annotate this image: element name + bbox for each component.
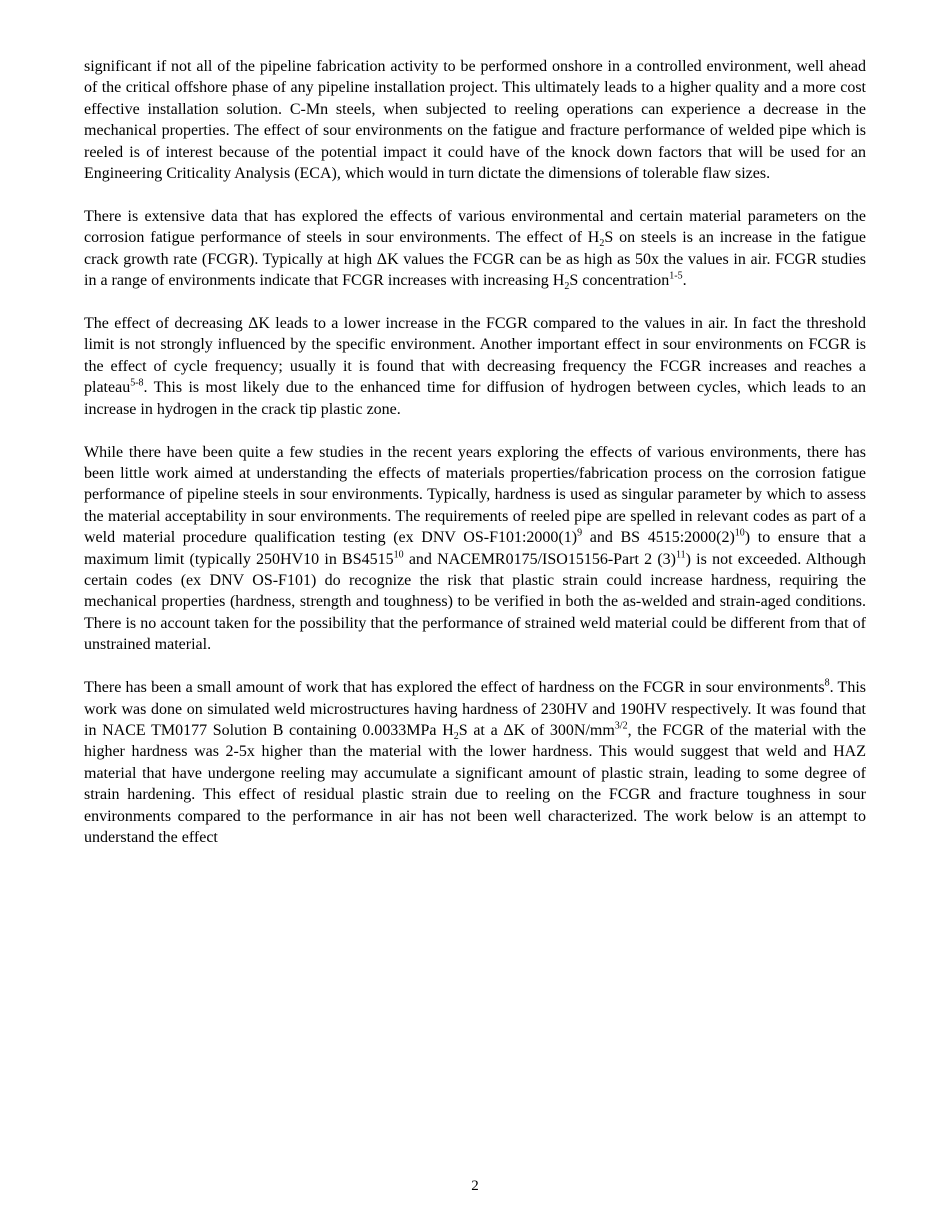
superscript-ref: 10	[393, 549, 404, 561]
paragraph-5	[84, 677, 866, 848]
superscript-ref: 11	[676, 549, 686, 561]
text-run: While there have been quite a few studies in the recent years exploring the effects of various environments, there has been little work aimed at understanding the effects of materials properties/fabrication process on the corrosion fatigue performance of pipeline steels in sour environments. Typically, hardness is used as singular parameter by which to assess the material acceptability in sour environments. The requirements of reeled pipe are spelled in relevant codes as part of a weld material procedure qualification testing (ex DNV OS-F101:2000(1)	[84, 443, 866, 547]
text-run: There is extensive data that has explored the effects of various environmental and certain material parameters on the corrosion fatigue performance of steels in sour environments. The effect of H	[84, 207, 866, 247]
paragraph-3	[84, 313, 866, 420]
superscript-ref: 3/2	[614, 720, 628, 732]
text-run: S on steels is an increase in the fatigue crack growth rate (FCGR). Typically at high ΔK values the FCGR can be as high as 50x the values in air. FCGR studies in a range of environments indicate that FCGR increases with increasing H	[84, 229, 866, 290]
text-run: and BS 4515:2000(2)	[582, 529, 735, 547]
superscript-ref: 5-8	[130, 377, 144, 389]
subscript: 2	[453, 731, 459, 743]
page-number: 2	[471, 1178, 479, 1194]
text-run: ) to ensure that a maximum limit (typically 250HV10 in BS4515	[84, 529, 866, 568]
text-run: . This work was done on simulated weld microstructures having hardness of 230HV and 190HV respectively. It was found that in NACE TM0177 Solution B containing 0.0033MPa H	[84, 679, 867, 739]
paragraph-1	[84, 56, 866, 184]
text-run: . This is most likely due to the enhanced time for diffusion of hydrogen between cycles, which leads to an increase in hydrogen in the crack tip plastic zone.	[84, 379, 866, 418]
superscript-ref: 1-5	[669, 270, 683, 282]
text-run: ) is not exceeded. Although certain codes (ex DNV OS-F101) do recognize the risk that plastic strain could increase hardness, requiring the mechanical properties (hardness, strength and toughness) to be verified in both the as-welded and strain-aged conditions. There is no account taken for the possibility that the performance of strained weld material could be different from that of unstrained material.	[84, 550, 867, 654]
superscript-ref: 9	[577, 527, 583, 539]
document-page	[84, 56, 866, 870]
text-run: There has been a small amount of work that has explored the effect of hardness on the FCGR in sour environments	[84, 679, 825, 697]
superscript-ref: 8	[824, 677, 830, 689]
superscript-ref: 10	[734, 527, 745, 539]
subscript: 2	[599, 238, 605, 250]
text-run: , the FCGR of the material with the higher hardness was 2-5x higher than the material with the lower hardness. This would suggest that weld and HAZ material that have undergone reeling may accumulate a significant amount of plastic strain, leading to some degree of strain hardening. This effect of residual plastic strain due to reeling on the FCGR and fracture toughness in sour environments compared to the performance in air has not been well characterized. The work below is an attempt to understand the effect	[84, 721, 867, 846]
text-run: and NACEMR0175/ISO15156-Part 2 (3)	[403, 550, 676, 568]
text-run: significant if not all of the pipeline fabrication activity to be performed onshore in a controlled environment, well ahead of the critical offshore phase of any pipeline installation project. This ultimately leads to a higher quality and a more cost effective installation solution. C-Mn steels, when subjected to reeling operations can experience a decrease in the mechanical properties. The effect of sour environments on the fatigue and fracture performance of welded pipe which is reeled is of interest because of the potential impact it could have of the knock down factors that will be used for an Engineering Criticality Analysis (ECA), which would in turn dictate the dimensions of tolerable flaw sizes.	[84, 58, 866, 183]
subscript: 2	[564, 281, 570, 293]
text-run: S concentration	[569, 272, 670, 290]
paragraph-2	[84, 206, 866, 292]
text-run: S at a ΔK of 300N/mm	[458, 721, 615, 739]
paragraph-4	[84, 442, 866, 656]
text-run: The effect of decreasing ΔK leads to a lower increase in the FCGR compared to the values in air. In fact the threshold limit is not strongly influenced by the specific environment. Another important effect in sour environments on FCGR is the effect of cycle frequency; usually it is found that with decreasing frequency the FCGR increases and reaches a plateau	[84, 315, 866, 397]
text-run: .	[682, 272, 687, 290]
